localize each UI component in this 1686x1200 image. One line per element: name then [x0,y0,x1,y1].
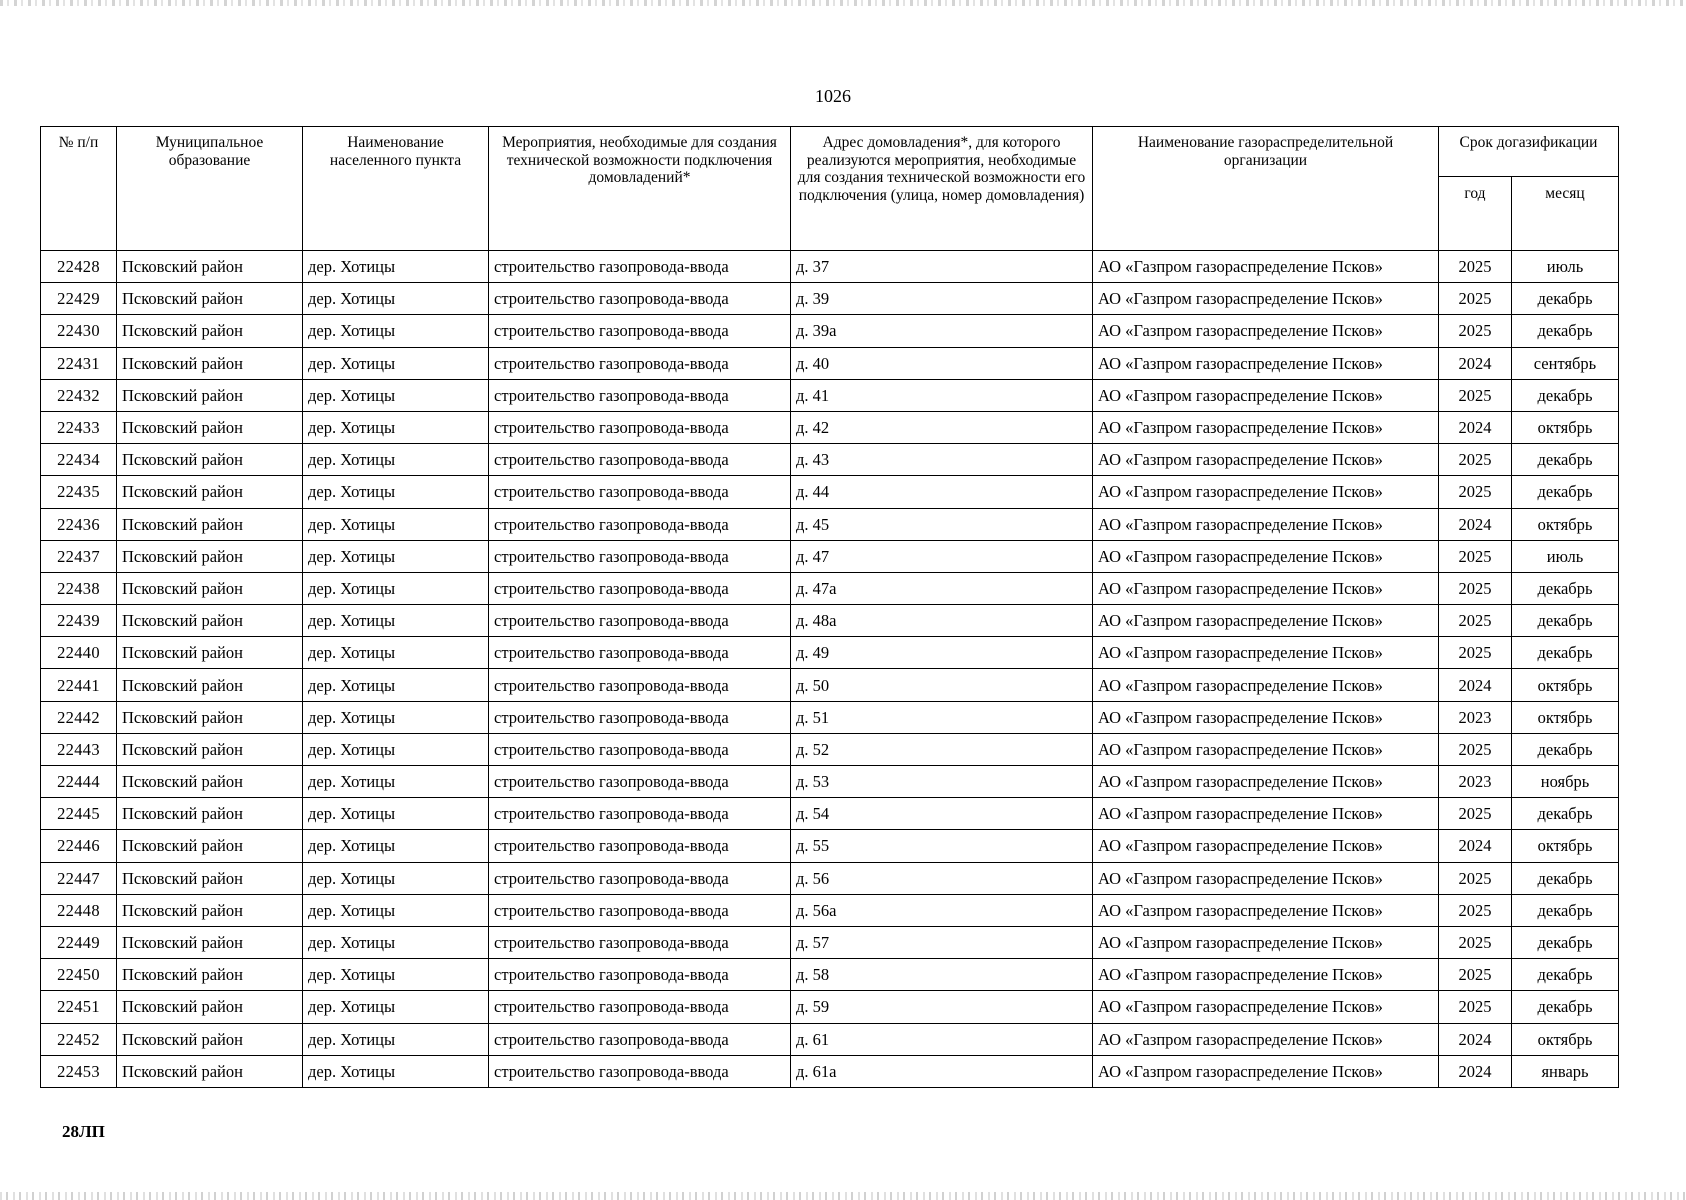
cell-address: д. 43 [791,444,1093,476]
cell-year: 2025 [1439,991,1512,1023]
cell-settlement: дер. Хотицы [303,1023,489,1055]
cell-settlement: дер. Хотицы [303,798,489,830]
cell-settlement: дер. Хотицы [303,1055,489,1087]
cell-address: д. 53 [791,766,1093,798]
table-row [41,637,1619,669]
cell-month: декабрь [1512,894,1619,926]
cell-year: 2025 [1439,283,1512,315]
cell-year: 2024 [1439,669,1512,701]
cell-measures: строительство газопровода-ввода [489,508,791,540]
cell-month: сентябрь [1512,347,1619,379]
cell-organization: АО «Газпром газораспределение Псков» [1093,347,1439,379]
cell-month: октябрь [1512,669,1619,701]
cell-measures: строительство газопровода-ввода [489,444,791,476]
cell-address: д. 47а [791,572,1093,604]
cell-settlement: дер. Хотицы [303,605,489,637]
table-row [41,1055,1619,1087]
header-deadline: Срок догазификации [1439,127,1619,177]
table-row [41,830,1619,862]
cell-year: 2025 [1439,862,1512,894]
cell-measures: строительство газопровода-ввода [489,637,791,669]
cell-measures: строительство газопровода-ввода [489,959,791,991]
cell-organization: АО «Газпром газораспределение Псков» [1093,1055,1439,1087]
cell-organization: АО «Газпром газораспределение Псков» [1093,926,1439,958]
cell-num: 22446 [41,830,117,862]
cell-measures: строительство газопровода-ввода [489,315,791,347]
cell-municipality: Псковский район [117,733,303,765]
cell-measures: строительство газопровода-ввода [489,798,791,830]
table-row [41,476,1619,508]
cell-measures: строительство газопровода-ввода [489,379,791,411]
gasification-table [40,126,1619,1088]
cell-organization: АО «Газпром газораспределение Псков» [1093,798,1439,830]
cell-organization: АО «Газпром газораспределение Псков» [1093,411,1439,443]
cell-measures: строительство газопровода-ввода [489,830,791,862]
cell-address: д. 59 [791,991,1093,1023]
cell-measures: строительство газопровода-ввода [489,411,791,443]
cell-municipality: Псковский район [117,1023,303,1055]
cell-municipality: Псковский район [117,637,303,669]
table-row [41,315,1619,347]
cell-address: д. 56 [791,862,1093,894]
cell-organization: АО «Газпром газораспределение Псков» [1093,637,1439,669]
cell-month: декабрь [1512,283,1619,315]
cell-address: д. 44 [791,476,1093,508]
table-row [41,411,1619,443]
cell-settlement: дер. Хотицы [303,959,489,991]
cell-month: октябрь [1512,508,1619,540]
cell-measures: строительство газопровода-ввода [489,733,791,765]
cell-year: 2025 [1439,959,1512,991]
cell-year: 2023 [1439,766,1512,798]
cell-num: 22439 [41,605,117,637]
cell-address: д. 61а [791,1055,1093,1087]
header-settlement: Наименование населенного пункта [303,127,489,251]
cell-month: июль [1512,251,1619,283]
cell-municipality: Псковский район [117,894,303,926]
cell-municipality: Псковский район [117,605,303,637]
cell-municipality: Псковский район [117,411,303,443]
cell-address: д. 57 [791,926,1093,958]
table-body [41,251,1619,1088]
cell-settlement: дер. Хотицы [303,444,489,476]
cell-municipality: Псковский район [117,476,303,508]
cell-organization: АО «Газпром газораспределение Псков» [1093,733,1439,765]
cell-month: декабрь [1512,733,1619,765]
header-year: год [1439,177,1512,251]
cell-organization: АО «Газпром газораспределение Псков» [1093,283,1439,315]
table-row [41,894,1619,926]
cell-num: 22453 [41,1055,117,1087]
cell-organization: АО «Газпром газораспределение Псков» [1093,508,1439,540]
cell-municipality: Псковский район [117,540,303,572]
table-row [41,444,1619,476]
cell-measures: строительство газопровода-ввода [489,476,791,508]
cell-address: д. 39а [791,315,1093,347]
cell-month: декабрь [1512,926,1619,958]
cell-settlement: дер. Хотицы [303,315,489,347]
cell-month: декабрь [1512,862,1619,894]
cell-settlement: дер. Хотицы [303,411,489,443]
cell-organization: АО «Газпром газораспределение Псков» [1093,315,1439,347]
cell-year: 2025 [1439,540,1512,572]
cell-year: 2024 [1439,411,1512,443]
cell-address: д. 58 [791,959,1093,991]
header-month: месяц [1512,177,1619,251]
cell-address: д. 41 [791,379,1093,411]
cell-month: декабрь [1512,315,1619,347]
cell-organization: АО «Газпром газораспределение Псков» [1093,862,1439,894]
cell-measures: строительство газопровода-ввода [489,540,791,572]
cell-organization: АО «Газпром газораспределение Псков» [1093,251,1439,283]
cell-year: 2024 [1439,830,1512,862]
cell-municipality: Псковский район [117,508,303,540]
cell-organization: АО «Газпром газораспределение Псков» [1093,605,1439,637]
cell-municipality: Псковский район [117,766,303,798]
cell-num: 22452 [41,1023,117,1055]
cell-municipality: Псковский район [117,379,303,411]
cell-address: д. 37 [791,251,1093,283]
cell-settlement: дер. Хотицы [303,991,489,1023]
cell-year: 2024 [1439,1055,1512,1087]
cell-month: декабрь [1512,379,1619,411]
cell-month: октябрь [1512,701,1619,733]
cell-num: 22437 [41,540,117,572]
cell-month: декабрь [1512,476,1619,508]
cell-municipality: Псковский район [117,251,303,283]
cell-settlement: дер. Хотицы [303,733,489,765]
cell-measures: строительство газопровода-ввода [489,605,791,637]
cell-month: октябрь [1512,1023,1619,1055]
cell-municipality: Псковский район [117,830,303,862]
header-organization: Наименование газораспределительной организации [1093,127,1439,251]
cell-settlement: дер. Хотицы [303,347,489,379]
cell-num: 22433 [41,411,117,443]
table-row [41,991,1619,1023]
table-row [41,251,1619,283]
table-row [41,347,1619,379]
cell-address: д. 50 [791,669,1093,701]
cell-address: д. 42 [791,411,1093,443]
cell-num: 22429 [41,283,117,315]
cell-measures: строительство газопровода-ввода [489,572,791,604]
cell-month: январь [1512,1055,1619,1087]
cell-measures: строительство газопровода-ввода [489,283,791,315]
table-row [41,926,1619,958]
cell-num: 22436 [41,508,117,540]
cell-year: 2024 [1439,347,1512,379]
table-row [41,959,1619,991]
table-row [41,701,1619,733]
cell-organization: АО «Газпром газораспределение Псков» [1093,1023,1439,1055]
cell-month: ноябрь [1512,766,1619,798]
table-row [41,733,1619,765]
cell-year: 2025 [1439,315,1512,347]
cell-organization: АО «Газпром газораспределение Псков» [1093,444,1439,476]
table-row [41,540,1619,572]
cell-year: 2025 [1439,572,1512,604]
scan-edge-top [0,0,1686,6]
cell-settlement: дер. Хотицы [303,251,489,283]
cell-num: 22435 [41,476,117,508]
cell-municipality: Псковский район [117,798,303,830]
cell-num: 22434 [41,444,117,476]
cell-organization: АО «Газпром газораспределение Псков» [1093,540,1439,572]
cell-address: д. 55 [791,830,1093,862]
cell-municipality: Псковский район [117,669,303,701]
table-row [41,669,1619,701]
cell-address: д. 51 [791,701,1093,733]
cell-municipality: Псковский район [117,1055,303,1087]
cell-municipality: Псковский район [117,444,303,476]
cell-settlement: дер. Хотицы [303,508,489,540]
table-row [41,572,1619,604]
cell-measures: строительство газопровода-ввода [489,1023,791,1055]
cell-month: декабрь [1512,991,1619,1023]
cell-settlement: дер. Хотицы [303,701,489,733]
cell-organization: АО «Газпром газораспределение Псков» [1093,991,1439,1023]
cell-num: 22442 [41,701,117,733]
cell-month: декабрь [1512,637,1619,669]
header-measures: Мероприятия, необходимые для создания технической возможности подключения домовладений* [489,127,791,251]
cell-settlement: дер. Хотицы [303,379,489,411]
cell-year: 2025 [1439,894,1512,926]
cell-organization: АО «Газпром газораспределение Псков» [1093,572,1439,604]
cell-measures: строительство газопровода-ввода [489,862,791,894]
cell-organization: АО «Газпром газораспределение Псков» [1093,830,1439,862]
cell-num: 22448 [41,894,117,926]
cell-settlement: дер. Хотицы [303,894,489,926]
cell-settlement: дер. Хотицы [303,283,489,315]
cell-month: декабрь [1512,959,1619,991]
cell-num: 22449 [41,926,117,958]
cell-settlement: дер. Хотицы [303,637,489,669]
page-number: 1026 [815,86,851,106]
cell-settlement: дер. Хотицы [303,830,489,862]
cell-settlement: дер. Хотицы [303,669,489,701]
cell-year: 2024 [1439,508,1512,540]
cell-settlement: дер. Хотицы [303,862,489,894]
cell-municipality: Псковский район [117,926,303,958]
cell-organization: АО «Газпром газораспределение Псков» [1093,701,1439,733]
header-address: Адрес домовладения*, для которого реализуются мероприятия, необходимые для создания технической возможности его подключения (улица, номер домовладения) [791,127,1093,251]
table-row [41,1023,1619,1055]
table-row [41,766,1619,798]
cell-month: декабрь [1512,572,1619,604]
cell-address: д. 56а [791,894,1093,926]
cell-num: 22431 [41,347,117,379]
cell-num: 22444 [41,766,117,798]
cell-num: 22428 [41,251,117,283]
table-row [41,862,1619,894]
cell-address: д. 54 [791,798,1093,830]
cell-municipality: Псковский район [117,991,303,1023]
cell-month: декабрь [1512,798,1619,830]
cell-organization: АО «Газпром газораспределение Псков» [1093,379,1439,411]
cell-year: 2025 [1439,798,1512,830]
cell-measures: строительство газопровода-ввода [489,701,791,733]
cell-num: 22445 [41,798,117,830]
cell-address: д. 49 [791,637,1093,669]
table-row [41,605,1619,637]
cell-municipality: Псковский район [117,283,303,315]
cell-measures: строительство газопровода-ввода [489,1055,791,1087]
cell-measures: строительство газопровода-ввода [489,991,791,1023]
cell-month: октябрь [1512,411,1619,443]
cell-organization: АО «Газпром газораспределение Псков» [1093,894,1439,926]
cell-municipality: Псковский район [117,315,303,347]
cell-measures: строительство газопровода-ввода [489,894,791,926]
cell-month: декабрь [1512,444,1619,476]
cell-measures: строительство газопровода-ввода [489,251,791,283]
cell-year: 2023 [1439,701,1512,733]
cell-year: 2025 [1439,444,1512,476]
cell-address: д. 61 [791,1023,1093,1055]
cell-year: 2024 [1439,1023,1512,1055]
cell-month: октябрь [1512,830,1619,862]
cell-organization: АО «Газпром газораспределение Псков» [1093,476,1439,508]
cell-measures: строительство газопровода-ввода [489,766,791,798]
cell-municipality: Псковский район [117,572,303,604]
table-row [41,379,1619,411]
cell-measures: строительство газопровода-ввода [489,347,791,379]
cell-address: д. 52 [791,733,1093,765]
cell-address: д. 39 [791,283,1093,315]
cell-settlement: дер. Хотицы [303,476,489,508]
cell-address: д. 47 [791,540,1093,572]
table-row [41,508,1619,540]
cell-num: 22441 [41,669,117,701]
cell-num: 22450 [41,959,117,991]
cell-organization: АО «Газпром газораспределение Псков» [1093,669,1439,701]
cell-settlement: дер. Хотицы [303,540,489,572]
header-num: № п/п [41,127,117,251]
cell-organization: АО «Газпром газораспределение Псков» [1093,766,1439,798]
cell-year: 2025 [1439,605,1512,637]
table-row [41,283,1619,315]
cell-municipality: Псковский район [117,701,303,733]
table-row [41,798,1619,830]
cell-measures: строительство газопровода-ввода [489,669,791,701]
cell-address: д. 40 [791,347,1093,379]
cell-measures: строительство газопровода-ввода [489,926,791,958]
cell-num: 22451 [41,991,117,1023]
cell-month: декабрь [1512,605,1619,637]
cell-num: 22432 [41,379,117,411]
cell-num: 22443 [41,733,117,765]
cell-address: д. 45 [791,508,1093,540]
cell-municipality: Псковский район [117,959,303,991]
cell-settlement: дер. Хотицы [303,926,489,958]
cell-organization: АО «Газпром газораспределение Псков» [1093,959,1439,991]
cell-num: 22430 [41,315,117,347]
cell-municipality: Псковский район [117,347,303,379]
cell-address: д. 48а [791,605,1093,637]
cell-settlement: дер. Хотицы [303,766,489,798]
cell-year: 2025 [1439,379,1512,411]
cell-year: 2025 [1439,637,1512,669]
cell-month: июль [1512,540,1619,572]
cell-year: 2025 [1439,476,1512,508]
cell-num: 22440 [41,637,117,669]
footer-code: 28ЛП [62,1122,105,1141]
cell-year: 2025 [1439,926,1512,958]
cell-settlement: дер. Хотицы [303,572,489,604]
cell-num: 22447 [41,862,117,894]
cell-municipality: Псковский район [117,862,303,894]
scan-edge-bottom [0,1192,1686,1200]
cell-year: 2025 [1439,251,1512,283]
header-municipality: Муниципальное образование [117,127,303,251]
cell-num: 22438 [41,572,117,604]
cell-year: 2025 [1439,733,1512,765]
